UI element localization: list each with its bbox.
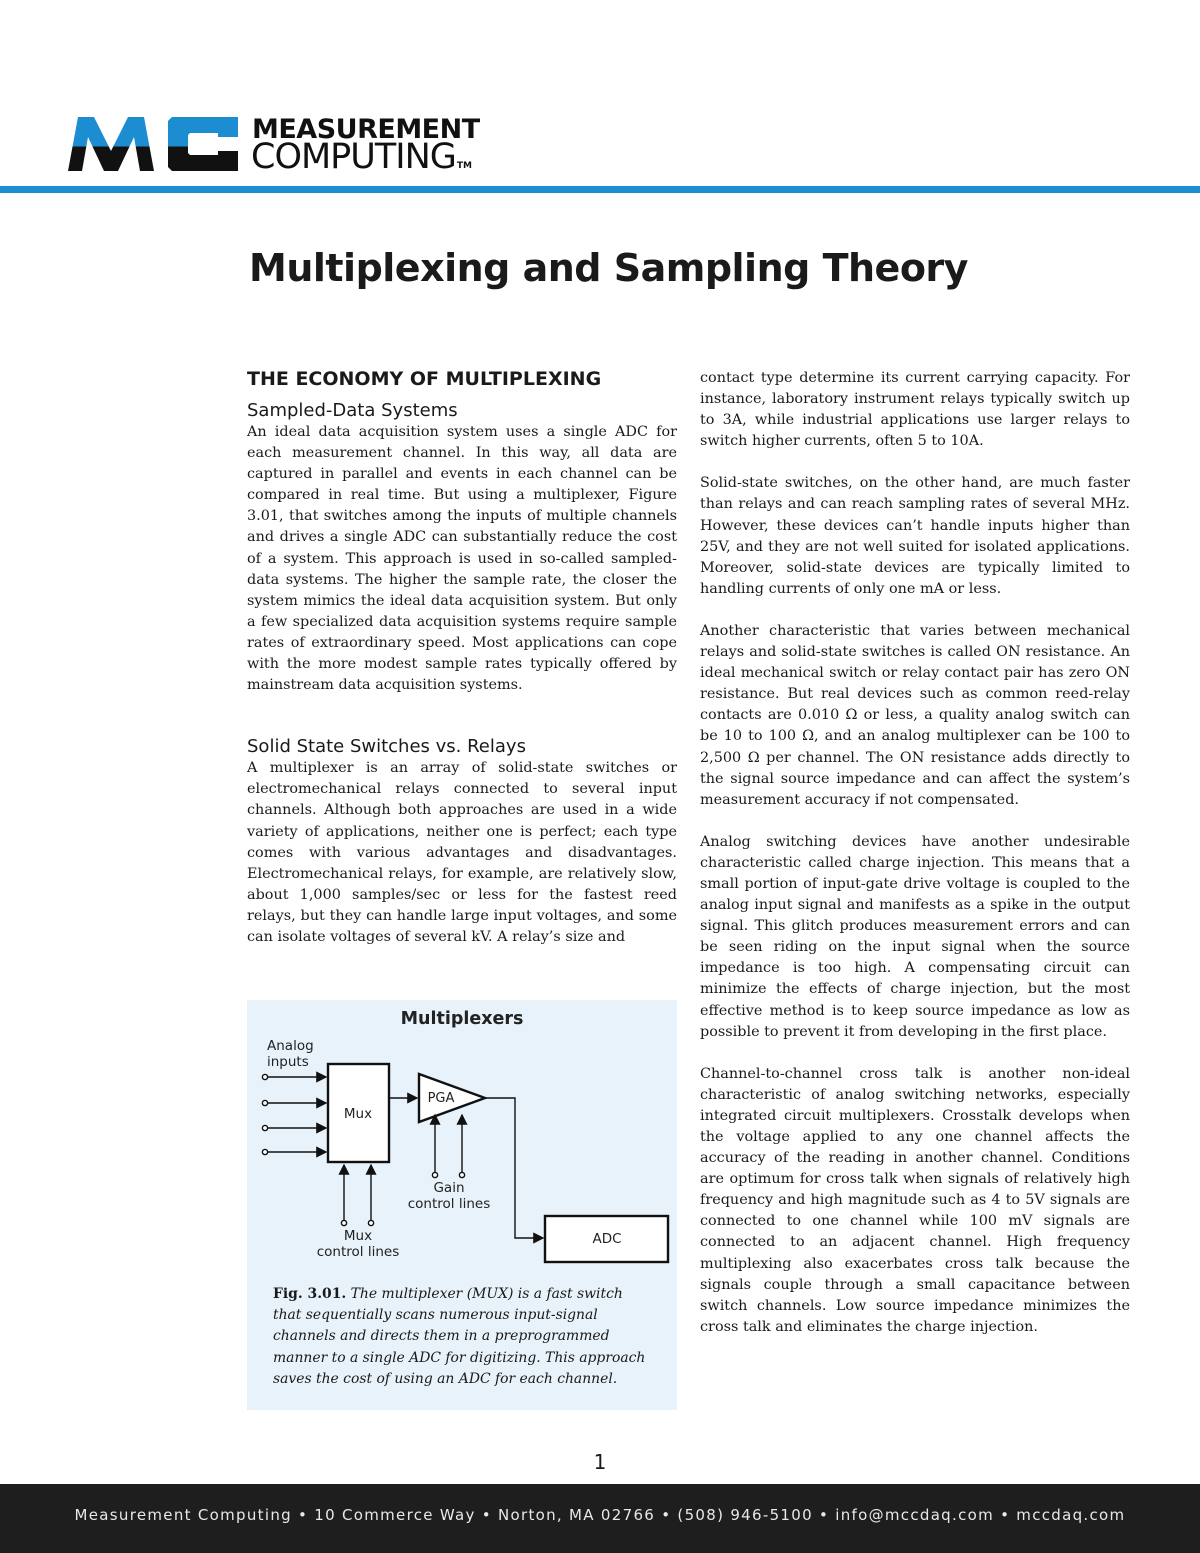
mux-label: Mux bbox=[343, 1106, 373, 1122]
paragraph-solid-state: Solid-state switches, on the other hand, are much faster than relays and can reach sampling rates of several MHz. However, these devices can’t handle inputs higher than 25V, and they are not well suited for isolated applications. Moreover, solid-state devices are typically limited to handling currents of only one mA or less. bbox=[700, 475, 1130, 597]
analog-inputs-label-1: Analog bbox=[267, 1038, 314, 1054]
paragraph-switches-relays: A multiplexer is an array of solid-state switches or electromechanical relays connected to several input channels. Although both approaches are used in a wide variety of applications, neither one is perfect; each type comes with various advantages and disadvantages. Electromechanical relays, for example, are relatively slow, about 1,000 samples/sec or less for the fastest reed relays, but they can handle large input voltages, and some can isolate voltages of several kV. A relay’s size and bbox=[247, 760, 677, 945]
gain-control-label-1: Gain bbox=[433, 1180, 465, 1196]
trademark-symbol: TM bbox=[456, 161, 473, 171]
caption-text: The multiplexer (MUX) is a fast switch that sequentially scans numerous input-signal channels and directs them in a preprogrammed manner to a single ADC for digitizing. This approach saves the cost of using an ADC for each channel. bbox=[273, 1286, 646, 1387]
section-heading: THE ECONOMY OF MULTIPLEXING bbox=[247, 368, 602, 390]
caption-label: Fig. 3.01. bbox=[273, 1286, 347, 1302]
analog-inputs-label-2: inputs bbox=[267, 1054, 309, 1070]
mux-control-label-1: Mux bbox=[343, 1228, 373, 1244]
logo-wordmark-computing bbox=[251, 137, 473, 177]
figure-3-01 bbox=[247, 1000, 677, 1410]
subsection-heading-switches-relays: Solid State Switches vs. Relays bbox=[247, 736, 526, 758]
subsection-heading-sampled-data: Sampled-Data Systems bbox=[247, 400, 458, 421]
company-logo bbox=[68, 110, 568, 180]
header-divider bbox=[0, 186, 1200, 193]
logo-wordmark-measurement: MEASUREMENT bbox=[252, 114, 480, 145]
paragraph-relay-capacity: contact type determine its current carrying capacity. For instance, laboratory instrument relays typically switch up to 3A, while industrial applications use larger relays to switch higher currents, often 5 to 10A. bbox=[700, 370, 1130, 450]
adc-label: ADC bbox=[592, 1231, 622, 1247]
mc-logo-mark-icon bbox=[68, 115, 244, 173]
right-column bbox=[700, 368, 1130, 1359]
figure-caption bbox=[273, 1284, 655, 1390]
left-column bbox=[247, 366, 677, 948]
mux-control-label-2: control lines bbox=[316, 1244, 400, 1260]
page-title: Multiplexing and Sampling Theory bbox=[249, 246, 968, 290]
multiplexer-block-diagram bbox=[247, 1030, 677, 1280]
figure-title: Multiplexers bbox=[400, 1009, 524, 1029]
page-number: 1 bbox=[593, 1450, 607, 1474]
footer-contact-info: Measurement Computing • 10 Commerce Way • Norton, MA 02766 • (508) 946-5100 • info@mccdaq.com • mccdaq.com bbox=[74, 1506, 1126, 1524]
paragraph-sampled-data: An ideal data acquisition system uses a single ADC for each measurement channel. In this way, all data are captured in parallel and events in each channel can be compared in real time. But using a multiplexer, Figure 3.01, that switches among the inputs of multiple channels and drives a single ADC can substantially reduce the cost of a system. This approach is used in so-called sampled-data systems. The higher the sample rate, the closer the system mimics the ideal data acquisition system. But only a few specialized data acquisition systems require sample rates of extraordinary speed. Most applications can cope with the more modest sample rates typically offered by mainstream data acquisition systems. bbox=[247, 424, 677, 694]
paragraph-cross-talk: Channel-to-channel cross talk is another non-ideal characteristic of analog switching networks, especially integrated circuit multiplexers. Crosstalk develops when the voltage applied to any one channel affects the accuracy of the reading in another channel. Conditions are optimum for cross talk when signals of relatively high frequency and high magnitude such as 4 to 5V signals are connected to one channel while 100 mV signals are connected to an adjacent channel. High frequency multiplexing also exacerbates cross talk because the signals couple through a small capacitance between switch channels. Low source impedance minimizes the cross talk and eliminates the charge injection. bbox=[700, 1065, 1130, 1335]
footer-bar bbox=[0, 1484, 1200, 1553]
paragraph-on-resistance: Another characteristic that varies between mechanical relays and solid-state switches is called ON resistance. An ideal mechanical switch or relay contact pair has zero ON resistance. But real devices such as common reed-relay contacts are 0.010 Ω or less, a quality analog switch can be 10 to 100 Ω, and an analog multiplexer can be 100 to 2,500 Ω per channel. The ON resistance adds directly to the signal source impedance and can affect the system’s measurement accuracy if not compensated. bbox=[700, 622, 1130, 808]
gain-control-label-2: control lines bbox=[407, 1196, 491, 1212]
pga-label: PGA bbox=[427, 1091, 455, 1106]
paragraph-charge-injection: Analog switching devices have another undesirable characteristic called charge injection. This means that a small portion of input-gate drive voltage is coupled to the analog input signal and manifests as a spike in the output signal. This glitch produces measurement errors and can be seen riding on the input signal when the source impedance is too high. A compensating circuit can minimize the effects of charge injection, but the most effective method is to keep source impedance as low as possible to prevent it from developing in the first place. bbox=[700, 833, 1130, 1040]
logo-computing-text: COMPUTING bbox=[251, 137, 456, 177]
